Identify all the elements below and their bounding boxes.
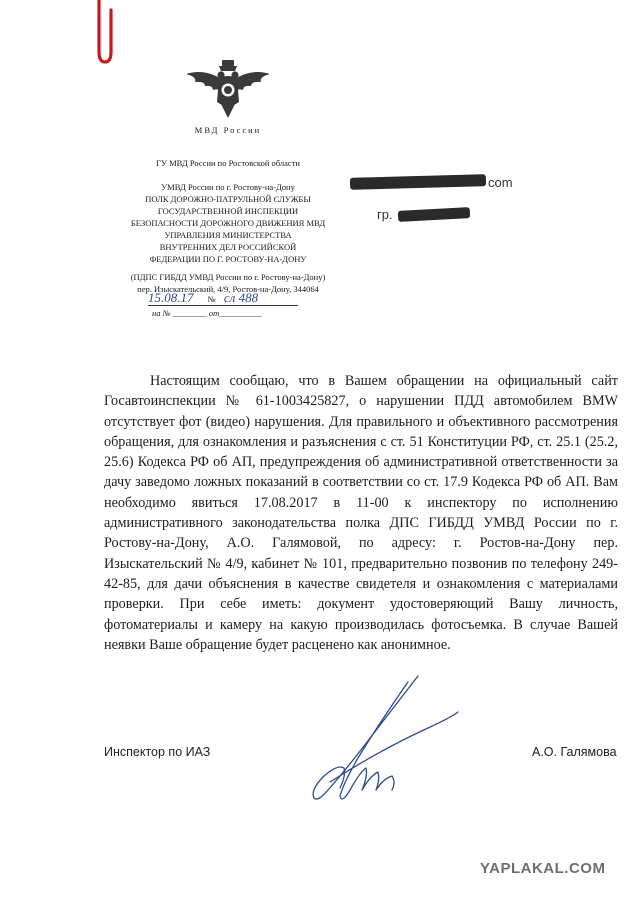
- department-line: ВНУТРЕННИХ ДЕЛ РОССИЙСКОЙ: [159, 242, 297, 252]
- letter-body: Настоящим сообщаю, что в Вашем обращении на официальный сайт Госавтоинспекции № 61-1003425827, о нарушении ПДД автомобилем BMW отсутствует фот (видео) нарушения. Для правильного и объективного рассмотрения обращения, для ознакомления и разъяснения с ст. 51 Конституции РФ, ст. 25.1 (25.2, 25.6) Кодекса РФ об АП, предупреждения об административной ответственности за дачу заведомо ложных показаний в соответствии со ст. 17.9 Кодекса РФ об АП. Вам необходимо явиться 17.08.2017 в 11-00 к инспектору по исполнению административного законодательства полка ДПС ГИБДД УМВД России по г. Ростову-на-Дону, А.О. Галямовой, по адресу: г. Ростов-на-Дону пер. Изыскательский № 4/9, кабинет № 101, предварительно позвонив по телефону 249-42-85, для дачи объяснения в качестве свидетеля и ознакомления с материалами проверки. При себе иметь: документ удостоверяющий Вашу личность, фотоматериалы и камеру на какую производилась фотосъемка. В случае Вашей неявки Ваше обращение будет расценено как анонимное.: [104, 373, 618, 653]
- registration-date: 15.08.17: [148, 290, 194, 305]
- emblem-caption: МВД России: [194, 125, 262, 135]
- department-line: УМВД России по г. Ростову-на-Дону: [161, 182, 295, 192]
- reference-line: на № ________ от__________: [152, 308, 262, 318]
- registration-no-label: №: [207, 294, 216, 304]
- mvd-eagle-emblem-icon: [183, 58, 273, 122]
- recipient-name-prefix: гр.: [377, 207, 393, 222]
- site-watermark: YAPLAKAL.COM: [480, 860, 606, 877]
- department-line: БЕЗОПАСНОСТИ ДОРОЖНОГО ДВИЖЕНИЯ МВД: [130, 218, 326, 228]
- department-line: УПРАВЛЕНИЯ МИНИСТЕРСТВА: [164, 230, 292, 240]
- redacted-email: [350, 174, 486, 190]
- department-line: ГОСУДАРСТВЕННОЙ ИНСПЕКЦИИ: [157, 206, 299, 216]
- signatory-position: Инспектор по ИАЗ: [104, 745, 211, 759]
- department-block: [96, 181, 360, 265]
- signatory-name: А.О. Галямова: [532, 745, 617, 759]
- org-main-title: ГУ МВД России по Ростовской области: [156, 158, 300, 168]
- registration-underline: [148, 305, 298, 306]
- paper-clip-icon: [82, 0, 122, 66]
- recipient-email-suffix: com: [488, 175, 513, 190]
- redacted-recipient-name: [398, 207, 470, 222]
- department-address: пер. Изыскательский, 4/9, Ростов-на-Дону, 344064: [137, 284, 319, 294]
- department-line: ПОЛК ДОРОЖНО-ПАТРУЛЬНОЙ СЛУЖБЫ: [145, 194, 311, 204]
- handwritten-signature: [300, 672, 470, 812]
- department-line: ФЕДЕРАЦИИ ПО Г. РОСТОВУ-НА-ДОНУ: [149, 254, 307, 264]
- registration-number: сл 488: [223, 290, 259, 305]
- department-short-name: (ПДПС ГИБДД УМВД России по г. Ростову-на-Дону): [130, 272, 326, 282]
